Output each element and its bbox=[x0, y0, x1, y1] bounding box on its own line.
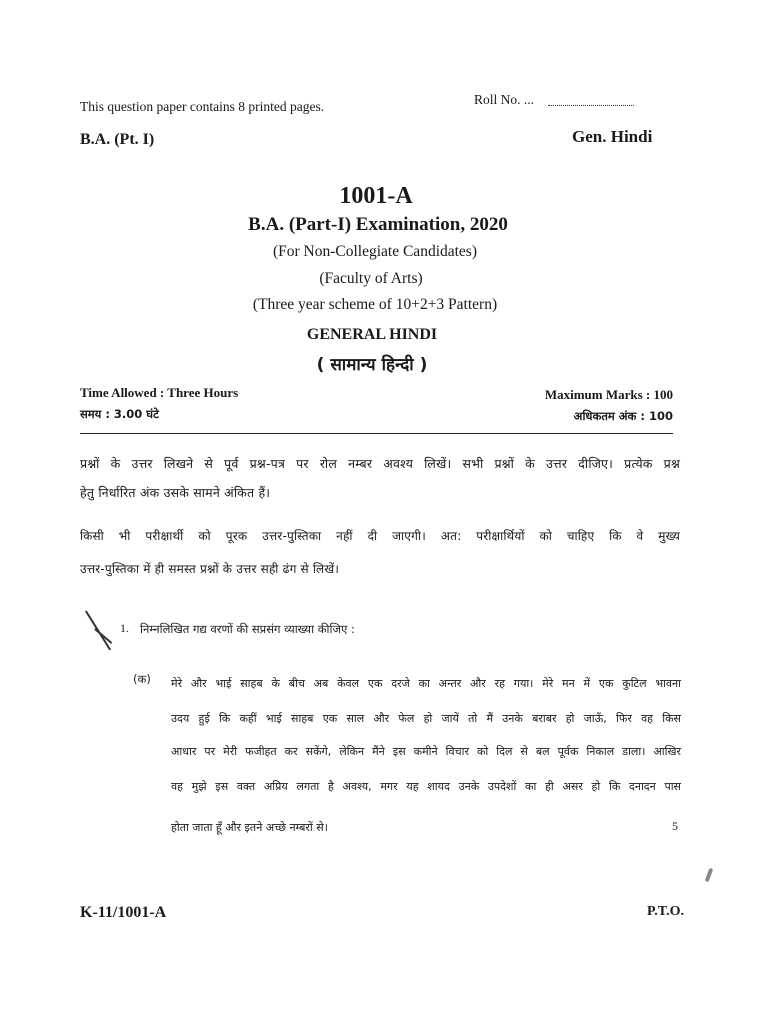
passage-line-2: उदय हुई कि कहीं भाई साहब एक साल और फेल हो जायें तो मैं उनके बराबर हो जाऊँ, फिर वह किस bbox=[171, 712, 681, 725]
maximum-marks-english: Maximum Marks : 100 bbox=[544, 387, 673, 402]
candidates-line: (For Non-Collegiate Candidates) bbox=[272, 243, 478, 260]
maximum-marks-hindi: अधिकतम अंक : 100 bbox=[573, 409, 673, 423]
exam-title: B.A. (Part-I) Examination, 2020 bbox=[248, 214, 508, 235]
divider-rule bbox=[80, 433, 673, 434]
course-label: B.A. (Pt. I) bbox=[80, 131, 155, 148]
time-allowed-english: Time Allowed : Three Hours bbox=[80, 385, 239, 400]
roll-no-label: Roll No. ... bbox=[474, 92, 535, 107]
faculty-line: (Faculty of Arts) bbox=[319, 270, 423, 287]
question-heading: निम्नलिखित गद्य वरणों की सप्रसंग व्याख्या कीजिए : bbox=[140, 622, 355, 636]
instruction-line-4: उत्तर-पुस्तिका में ही समस्त प्रश्नों के उत्तर सही ढंग से लिखें। bbox=[80, 562, 340, 576]
footer-pto: P.T.O. bbox=[647, 904, 684, 919]
passage-line-4: वह मुझे इस वक्त अप्रिय लगता है अवश्य, मगर यह शायद उनके उपदेशों का ही असर हो कि दनादन पास bbox=[171, 780, 681, 793]
passage-line-1: मेरे और भाई साहब के बीच अब केवल एक दरजे का अन्तर और रह गया। मेरे मन में एक कुटिल भावना bbox=[171, 677, 681, 690]
paper-code: 1001-A bbox=[339, 183, 413, 209]
instruction-line-1: प्रश्नों के उत्तर लिखने से पूर्व प्रश्न-पत्र पर रोल नम्बर अवश्य लिखें। सभी प्रश्नों के उत्तर दीजिए। प्रत्येक प्रश्न bbox=[80, 456, 680, 471]
subject-title-hindi: ( सामान्य हिन्दी ) bbox=[316, 355, 428, 375]
passage-line-5: होता जाता हूँ और इतने अच्छे नम्बरों से। bbox=[171, 821, 328, 834]
footer-code: K-11/1001-A bbox=[80, 904, 167, 921]
instruction-line-2: हेतु निर्धारित अंक उसके सामने अंकित हैं। bbox=[80, 485, 271, 500]
printed-pages-note: This question paper contains 8 printed pages. bbox=[80, 99, 325, 114]
instruction-line-3: किसी भी परीक्षार्थी को पूरक उत्तर-पुस्तिका नहीं दी जाएगी। अत: परीक्षार्थियों को चाहिए कि वे मुख्य bbox=[80, 529, 680, 543]
question-number: 1. bbox=[120, 621, 129, 635]
stray-mark bbox=[705, 868, 714, 883]
passage-line-3: आधार पर मेरी फजीहत कर सकेंगे, लेकिन मैंने इस कमीने विचार को दिल से बल पूर्वक निकाल डाला। आखिर bbox=[171, 745, 681, 758]
subject-label: Gen. Hindi bbox=[572, 127, 653, 146]
roll-no-line bbox=[548, 105, 634, 106]
part-label: (क) bbox=[133, 672, 151, 686]
scheme-line: (Three year scheme of 10+2+3 Pattern) bbox=[252, 296, 498, 313]
subject-title-english: GENERAL HINDI bbox=[306, 326, 438, 343]
time-allowed-hindi: समय : 3.00 घंटे bbox=[80, 407, 159, 421]
question-marks: 5 bbox=[672, 819, 678, 833]
